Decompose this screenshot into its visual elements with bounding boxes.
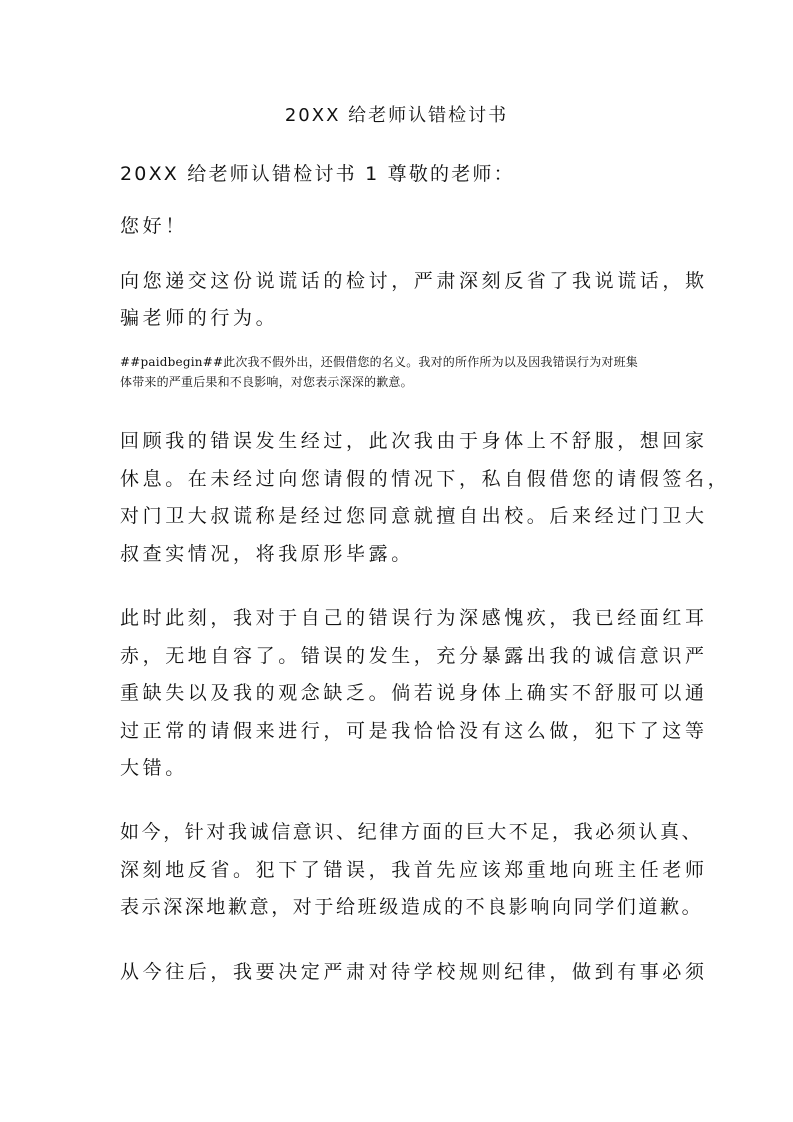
document-subtitle: 20XX 给老师认错检讨书 1 尊敬的老师： — [120, 163, 515, 185]
paragraph-line: 骗老师的行为。 — [120, 307, 279, 329]
paragraph-line: 深刻地反省。犯下了错误，我首先应该郑重地向班主任老师 — [120, 858, 708, 881]
paragraph-2-small — [120, 352, 700, 392]
paragraph-line: 此时此刻，我对于自己的错误行为深感愧疚，我已经面红耳 — [120, 607, 708, 629]
paragraph-5 — [120, 814, 708, 927]
document-title: 20XX 给老师认错检讨书 — [284, 105, 509, 126]
paragraph-line: 大错。 — [120, 757, 188, 779]
paragraph-line: 回顾我的错误发生经过，此次我由于身体上不舒服，想回家 — [120, 430, 708, 452]
paragraph-line: 重缺失以及我的观念缺乏。倘若说身体上确实不舒服可以通 — [120, 682, 708, 704]
paragraph-line: 表示深深地歉意，对于给班级造成的不良影响向同学们道歉。 — [120, 896, 704, 918]
paragraph-3 — [120, 423, 731, 573]
paragraph-line: 体带来的严重后果和不良影响，对您表示深深的歉意。 — [120, 375, 413, 389]
paragraph-line: 从今往后，我要决定严肃对待学校规则纪律，做到有事必须 — [120, 961, 708, 983]
paragraph-line: 对门卫大叔谎称是经过您同意就擅自出校。后来经过门卫大 — [120, 505, 708, 527]
paragraph-line: 叔查实情况，将我原形毕露。 — [120, 542, 414, 565]
greeting: 您好！ — [120, 215, 188, 237]
paragraph-line: 向您递交这份说谎话的检讨，严肃深刻反省了我说谎话，欺 — [120, 270, 708, 292]
paragraph-4 — [120, 600, 708, 788]
paragraph-line: 过正常的请假来进行，可是我恰恰没有这么做，犯下了这等 — [120, 719, 708, 742]
paragraph-line: ##paidbegin##此次我不假外出，还假借您的名义。我对的所作所为以及因我错误行为对班集 — [120, 355, 639, 369]
paragraph-line: 休息。在未经过向您请假的情况下，私自假借您的请假签名， — [120, 467, 731, 490]
paragraph-line: 赤，无地自容了。错误的发生，充分暴露出我的诚信意识严 — [120, 644, 708, 667]
paragraph-line: 如今，针对我诚信意识、纪律方面的巨大不足，我必须认真、 — [120, 821, 704, 843]
paragraph-1 — [120, 263, 708, 337]
paragraph-6 — [120, 954, 708, 991]
